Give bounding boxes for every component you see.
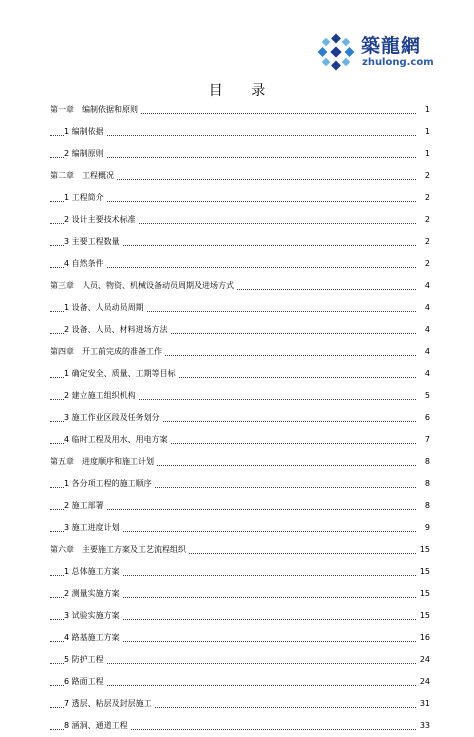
toc-page-number: 4: [416, 297, 430, 319]
toc-entry-title: [64, 253, 106, 275]
toc-entry-text: 主要施工方案及工艺流程组织: [82, 545, 186, 554]
toc-page-number: 2: [416, 231, 430, 253]
toc-entry-text: 1 各分项工程的施工顺序: [64, 479, 152, 488]
toc-section-entry[interactable]: [50, 517, 430, 539]
snowflake-logo-icon: [316, 32, 356, 72]
page-title: 目 录: [208, 83, 278, 99]
toc-page-number: 5: [416, 385, 430, 407]
toc-entry-title: [64, 297, 146, 319]
toc-entry-text: 3 施工进度计划: [64, 523, 120, 532]
toc-entry-title: [64, 693, 154, 715]
toc-entry-text: 1 确定安全、质量、工期等目标: [64, 369, 176, 378]
toc-page-number: 2: [416, 253, 430, 275]
toc-entry-text: 2 施工部署: [64, 501, 104, 510]
toc-section-entry[interactable]: [50, 649, 430, 671]
toc-section-entry[interactable]: [50, 627, 430, 649]
toc-section-entry[interactable]: [50, 561, 430, 583]
toc-section-entry[interactable]: [50, 121, 430, 143]
toc-page-number: 7: [416, 429, 430, 451]
toc-entry-text: 4 自然条件: [64, 259, 104, 268]
toc-section-entry[interactable]: [50, 583, 430, 605]
toc-entry-title: [64, 121, 106, 143]
zhulong-logo: [316, 30, 456, 78]
toc-entry-title: [64, 363, 178, 385]
toc-chapter-number: 第一章: [50, 105, 74, 114]
toc-entry-text: 4 路基施工方案: [64, 633, 120, 642]
toc-section-entry[interactable]: [50, 605, 430, 627]
toc-page-number: 9: [416, 517, 430, 539]
toc-chapter-number: 第五章: [50, 457, 74, 466]
toc-section-entry[interactable]: [50, 671, 430, 693]
toc-page-number: 4: [416, 341, 430, 363]
toc-entry-title: [64, 671, 106, 693]
toc-section-entry[interactable]: [50, 143, 430, 165]
toc-page-number: 33: [416, 715, 430, 737]
toc-page-number: 2: [416, 165, 430, 187]
toc-chapter-number: 第三章: [50, 281, 74, 290]
toc-section-entry[interactable]: [50, 715, 430, 737]
toc-page-number: 15: [416, 561, 430, 583]
toc-entry-text: 2 设备、人员、材料进场方法: [64, 325, 168, 334]
toc-entry-title: [50, 99, 140, 121]
toc-entry-title: [64, 319, 170, 341]
toc-page-number: 24: [416, 649, 430, 671]
toc-page-number: 8: [416, 495, 430, 517]
toc-chapter-number: 第六章: [50, 545, 74, 554]
toc-entry-title: [64, 627, 122, 649]
toc-entry-title: [64, 385, 138, 407]
toc-entry-title: [64, 429, 170, 451]
toc-entry-text: 工程概况: [82, 171, 114, 180]
toc-entry-text: 1 工程简介: [64, 193, 104, 202]
toc-section-entry[interactable]: [50, 209, 430, 231]
toc-chapter-entry[interactable]: [50, 99, 430, 121]
toc-entry-text: 5 防护工程: [64, 655, 104, 664]
toc-page-number: 16: [416, 627, 430, 649]
toc-section-entry[interactable]: [50, 385, 430, 407]
toc-chapter-entry[interactable]: [50, 539, 430, 561]
logo-url: zhulong.com: [362, 57, 434, 68]
toc-chapter-number: 第四章: [50, 347, 74, 356]
table-of-contents: [50, 99, 430, 737]
toc-entry-title: [64, 187, 106, 209]
toc-chapter-entry[interactable]: [50, 451, 430, 473]
toc-page-number: 4: [416, 275, 430, 297]
toc-entry-text: 开工前完成的准备工作: [82, 347, 162, 356]
toc-entry-text: 4 临时工程及用水、用电方案: [64, 435, 168, 444]
toc-chapter-entry[interactable]: [50, 165, 430, 187]
toc-page-number: 31: [416, 693, 430, 715]
toc-section-entry[interactable]: [50, 319, 430, 341]
toc-page-number: 1: [416, 143, 430, 165]
toc-page-number: 1: [416, 99, 430, 121]
toc-entry-title: [64, 473, 154, 495]
toc-page-number: 4: [416, 363, 430, 385]
toc-chapter-entry[interactable]: [50, 275, 430, 297]
toc-entry-text: 进度顺序和施工计划: [82, 457, 154, 466]
toc-section-entry[interactable]: [50, 429, 430, 451]
toc-entry-text: 1 总体施工方案: [64, 567, 120, 576]
toc-entry-text: 2 测量实施方案: [64, 589, 120, 598]
toc-chapter-number: 第二章: [50, 171, 74, 180]
logo-brand-name: 築龍網: [361, 35, 422, 57]
toc-entry-title: [64, 407, 162, 429]
toc-page-number: 1: [416, 121, 430, 143]
toc-entry-title: [64, 605, 122, 627]
toc-page-number: 6: [416, 407, 430, 429]
toc-entry-title: [50, 451, 156, 473]
toc-entry-text: 3 主要工程数量: [64, 237, 120, 246]
toc-entry-text: 编制依据和原则: [82, 105, 138, 114]
toc-entry-title: [64, 209, 138, 231]
toc-entry-title: [64, 231, 122, 253]
toc-page-number: 8: [416, 451, 430, 473]
toc-entry-text: 3 试验实施方案: [64, 611, 120, 620]
toc-entry-text: 2 编制原则: [64, 149, 104, 158]
toc-entry-title: [50, 539, 188, 561]
toc-section-entry[interactable]: [50, 253, 430, 275]
toc-page-number: 15: [416, 583, 430, 605]
toc-entry-title: [64, 517, 122, 539]
toc-entry-title: [64, 561, 122, 583]
toc-section-entry[interactable]: [50, 231, 430, 253]
toc-page-number: 15: [416, 539, 430, 561]
toc-entry-text: 7 透层、粘层及封层施工: [64, 699, 152, 708]
toc-entry-text: 1 编制依据: [64, 127, 104, 136]
toc-page-number: 2: [416, 187, 430, 209]
toc-entry-title: [64, 715, 130, 737]
toc-page-number: 2: [416, 209, 430, 231]
toc-section-entry[interactable]: [50, 297, 430, 319]
toc-entry-text: 2 建立施工组织机构: [64, 391, 136, 400]
toc-section-entry[interactable]: [50, 473, 430, 495]
toc-entry-title: [64, 495, 106, 517]
toc-entry-text: 2 设计主要技术标准: [64, 215, 136, 224]
toc-entry-text: 3 施工作业区段及任务划分: [64, 413, 160, 422]
toc-entry-text: 1 设备、人员动员周期: [64, 303, 144, 312]
toc-entry-title: [50, 165, 116, 187]
toc-entry-title: [50, 275, 236, 297]
toc-entry-text: 8 涵洞、通道工程: [64, 721, 128, 730]
toc-entry-title: [64, 143, 106, 165]
toc-entry-title: [64, 649, 106, 671]
toc-page-number: 15: [416, 605, 430, 627]
toc-page-number: 24: [416, 671, 430, 693]
toc-page-number: 8: [416, 473, 430, 495]
toc-section-entry[interactable]: [50, 693, 430, 715]
toc-chapter-entry[interactable]: [50, 341, 430, 363]
toc-entry-title: [64, 583, 122, 605]
toc-page-number: 4: [416, 319, 430, 341]
toc-entry-text: 6 路面工程: [64, 677, 104, 686]
toc-entry-text: 人员、物资、机械设备动员周期及进场方式: [82, 281, 234, 290]
toc-section-entry[interactable]: [50, 363, 430, 385]
toc-section-entry[interactable]: [50, 495, 430, 517]
toc-entry-title: [50, 341, 164, 363]
toc-section-entry[interactable]: [50, 187, 430, 209]
toc-section-entry[interactable]: [50, 407, 430, 429]
